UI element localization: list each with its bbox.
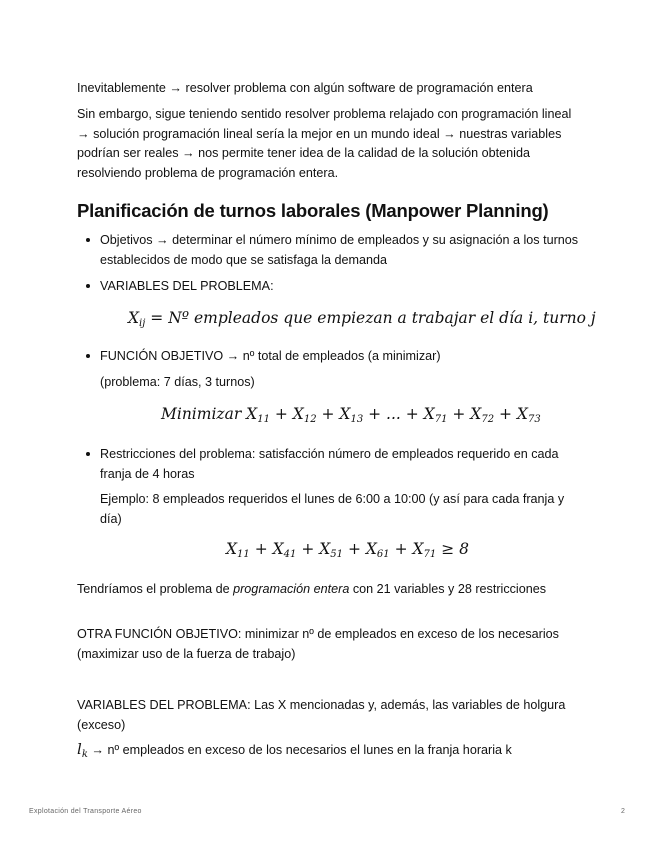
paragraph-otra-funcion: OTRA FUNCIÓN OBJETIVO: minimizar nº de empleados en exceso de los necesarios (maximizar uso de la fuerza de trabajo)	[77, 627, 559, 661]
paragraph-inevitablemente: Inevitablemente → resolver problema con algún software de programación entera	[77, 81, 533, 95]
paragraph-lk-definition: $l_k$ → nº empleados en exceso de los necesarios el lunes en la franja horaria k	[77, 740, 512, 760]
bullet-dot	[86, 284, 90, 288]
ejemplo-text: Ejemplo: 8 empleados requeridos el lunes de 6:00 a 10:00 (y así para cada franja y día)	[100, 492, 565, 526]
problema-note: (problema: 7 días, 3 turnos)	[100, 375, 255, 389]
bullet-dot	[86, 452, 90, 456]
paragraph-sin-embargo: Sin embargo, sigue teniendo sentido resolver problema relajado con programación lineal → solución programación lineal sería la mejor en un mundo ideal → nuestras variables podrían ser reales → nos permite tener idea de la calidad de la solución obtenida resolviendo problema de programación entera.	[77, 107, 572, 180]
restricciones-text: Restricciones del problema: satisfacción número de empleados requerido en cada franja de 4 horas	[100, 447, 559, 481]
paragraph-variables-holgura: VARIABLES DEL PROBLEMA: Las X mencionadas y, además, las variables de holgura (exceso)	[77, 698, 566, 732]
variables-label: VARIABLES DEL PROBLEMA:	[100, 279, 274, 293]
bullet-dot	[86, 238, 90, 242]
formula-restriccion: $X_{11} + X_{41} + X_{51} + X_{61} + X_{71} \ge 8$	[226, 540, 469, 560]
section-heading: Planificación de turnos laborales (Manpower Planning)	[77, 200, 549, 221]
footer-title: Explotación del Transporte Aéreo	[29, 808, 142, 815]
page-number: 2	[621, 808, 626, 815]
paragraph-programacion-entera: Tendríamos el problema de programación entera con 21 variables y 28 restricciones	[77, 582, 547, 596]
formula-variable-definition: $X_{ij}$ = Nº empleados que empiezan a trabajar el día i, turno j	[128, 309, 596, 329]
funcion-objetivo-text: FUNCIÓN OBJETIVO → nº total de empleados (a minimizar)	[100, 349, 441, 363]
bullet-dot	[86, 354, 90, 358]
objetivos-text: Objetivos → determinar el número mínimo de empleados y su asignación a los turnos establecidos de modo que se satisfaga la demanda	[100, 233, 579, 267]
formula-minimizar: Minimizar $X_{11} + X_{12} + X_{13}$ + ... + $X_{71} + X_{72} + X_{73}$	[161, 405, 541, 425]
